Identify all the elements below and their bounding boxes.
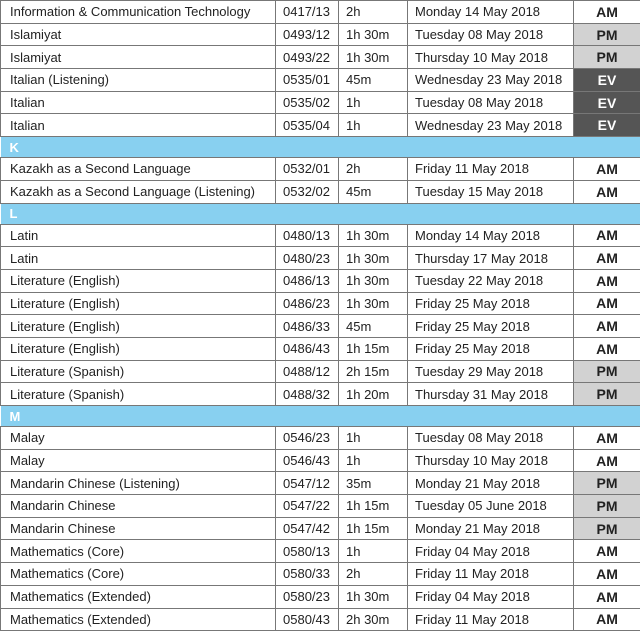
subject-cell: Information & Communication Technology (1, 1, 276, 24)
component-code-cell: 0532/02 (276, 180, 339, 203)
section-header-row (1, 137, 640, 158)
table-row (1, 563, 640, 586)
subject-cell: Italian (Listening) (1, 69, 276, 92)
table-row (1, 224, 640, 247)
section-letter: K (1, 137, 640, 158)
exam-date-cell: Monday 14 May 2018 (408, 1, 574, 24)
section-header-row (1, 406, 640, 427)
exam-date-cell: Friday 25 May 2018 (408, 315, 574, 338)
duration-cell: 2h (339, 158, 408, 181)
table-row (1, 269, 640, 292)
table-row (1, 46, 640, 69)
component-code-cell: 0532/01 (276, 158, 339, 181)
subject-cell: Islamiyat (1, 23, 276, 46)
subject-cell: Literature (English) (1, 315, 276, 338)
subject-cell: Literature (Spanish) (1, 360, 276, 383)
subject-cell: Islamiyat (1, 46, 276, 69)
table-row (1, 608, 640, 631)
table-row (1, 180, 640, 203)
subject-cell: Mathematics (Extended) (1, 608, 276, 631)
table-row (1, 449, 640, 472)
component-code-cell: 0493/12 (276, 23, 339, 46)
exam-date-cell: Tuesday 29 May 2018 (408, 360, 574, 383)
session-badge: AM (574, 269, 640, 292)
table-row (1, 427, 640, 450)
exam-date-cell: Monday 21 May 2018 (408, 472, 574, 495)
component-code-cell: 0546/43 (276, 449, 339, 472)
duration-cell: 1h 30m (339, 224, 408, 247)
exam-date-cell: Monday 14 May 2018 (408, 224, 574, 247)
exam-date-cell: Friday 25 May 2018 (408, 292, 574, 315)
exam-date-cell: Thursday 10 May 2018 (408, 449, 574, 472)
exam-date-cell: Thursday 17 May 2018 (408, 247, 574, 270)
exam-date-cell: Tuesday 05 June 2018 (408, 495, 574, 518)
component-code-cell: 0488/12 (276, 360, 339, 383)
table-row (1, 337, 640, 360)
exam-date-cell: Friday 04 May 2018 (408, 585, 574, 608)
session-badge: PM (574, 495, 640, 518)
subject-cell: Italian (1, 91, 276, 114)
table-row (1, 69, 640, 92)
duration-cell: 1h 15m (339, 337, 408, 360)
session-badge: AM (574, 540, 640, 563)
component-code-cell: 0535/01 (276, 69, 339, 92)
component-code-cell: 0535/04 (276, 114, 339, 137)
session-badge: AM (574, 427, 640, 450)
duration-cell: 2h (339, 1, 408, 24)
component-code-cell: 0417/13 (276, 1, 339, 24)
exam-date-cell: Wednesday 23 May 2018 (408, 69, 574, 92)
duration-cell: 2h 30m (339, 608, 408, 631)
session-badge: EV (574, 69, 640, 92)
table-row (1, 292, 640, 315)
session-badge: AM (574, 315, 640, 338)
component-code-cell: 0580/43 (276, 608, 339, 631)
exam-date-cell: Friday 11 May 2018 (408, 608, 574, 631)
duration-cell: 1h 30m (339, 585, 408, 608)
table-row (1, 23, 640, 46)
session-badge: PM (574, 517, 640, 540)
session-badge: AM (574, 180, 640, 203)
section-header-row (1, 203, 640, 224)
table-row (1, 495, 640, 518)
duration-cell: 1h 30m (339, 23, 408, 46)
component-code-cell: 0547/22 (276, 495, 339, 518)
session-badge: PM (574, 360, 640, 383)
subject-cell: Mathematics (Extended) (1, 585, 276, 608)
table-row (1, 91, 640, 114)
duration-cell: 1h 30m (339, 269, 408, 292)
exam-date-cell: Thursday 31 May 2018 (408, 383, 574, 406)
duration-cell: 1h (339, 540, 408, 563)
component-code-cell: 0580/13 (276, 540, 339, 563)
component-code-cell: 0480/13 (276, 224, 339, 247)
timetable-body (1, 1, 640, 631)
session-badge: AM (574, 247, 640, 270)
component-code-cell: 0486/13 (276, 269, 339, 292)
table-row (1, 1, 640, 24)
subject-cell: Kazakh as a Second Language (1, 158, 276, 181)
session-badge: PM (574, 46, 640, 69)
duration-cell: 1h 15m (339, 517, 408, 540)
component-code-cell: 0580/33 (276, 563, 339, 586)
session-badge: PM (574, 23, 640, 46)
exam-date-cell: Thursday 10 May 2018 (408, 46, 574, 69)
table-row (1, 158, 640, 181)
session-badge: AM (574, 585, 640, 608)
subject-cell: Mandarin Chinese (1, 495, 276, 518)
session-badge: AM (574, 563, 640, 586)
subject-cell: Italian (1, 114, 276, 137)
subject-cell: Mandarin Chinese (Listening) (1, 472, 276, 495)
session-badge: AM (574, 449, 640, 472)
duration-cell: 1h 30m (339, 46, 408, 69)
subject-cell: Latin (1, 224, 276, 247)
session-badge: AM (574, 1, 640, 24)
table-row (1, 315, 640, 338)
exam-date-cell: Wednesday 23 May 2018 (408, 114, 574, 137)
table-row (1, 114, 640, 137)
session-badge: AM (574, 292, 640, 315)
component-code-cell: 0580/23 (276, 585, 339, 608)
subject-cell: Latin (1, 247, 276, 270)
component-code-cell: 0486/43 (276, 337, 339, 360)
duration-cell: 1h 15m (339, 495, 408, 518)
subject-cell: Kazakh as a Second Language (Listening) (1, 180, 276, 203)
exam-date-cell: Friday 04 May 2018 (408, 540, 574, 563)
session-badge: AM (574, 608, 640, 631)
exam-date-cell: Tuesday 15 May 2018 (408, 180, 574, 203)
exam-date-cell: Tuesday 08 May 2018 (408, 91, 574, 114)
session-badge: AM (574, 337, 640, 360)
section-letter: M (1, 406, 640, 427)
exam-date-cell: Friday 25 May 2018 (408, 337, 574, 360)
duration-cell: 45m (339, 180, 408, 203)
duration-cell: 1h 30m (339, 292, 408, 315)
subject-cell: Malay (1, 449, 276, 472)
table-row (1, 585, 640, 608)
session-badge: EV (574, 114, 640, 137)
component-code-cell: 0547/12 (276, 472, 339, 495)
duration-cell: 45m (339, 69, 408, 92)
table-row (1, 540, 640, 563)
table-row (1, 472, 640, 495)
section-letter: L (1, 203, 640, 224)
session-badge: AM (574, 224, 640, 247)
duration-cell: 1h (339, 449, 408, 472)
subject-cell: Literature (English) (1, 269, 276, 292)
exam-date-cell: Tuesday 08 May 2018 (408, 427, 574, 450)
component-code-cell: 0546/23 (276, 427, 339, 450)
session-badge: PM (574, 472, 640, 495)
exam-date-cell: Friday 11 May 2018 (408, 158, 574, 181)
subject-cell: Literature (English) (1, 292, 276, 315)
table-row (1, 360, 640, 383)
subject-cell: Mathematics (Core) (1, 540, 276, 563)
session-badge: EV (574, 91, 640, 114)
component-code-cell: 0493/22 (276, 46, 339, 69)
subject-cell: Literature (English) (1, 337, 276, 360)
duration-cell: 2h 15m (339, 360, 408, 383)
duration-cell: 1h 30m (339, 247, 408, 270)
duration-cell: 2h (339, 563, 408, 586)
duration-cell: 1h 20m (339, 383, 408, 406)
duration-cell: 35m (339, 472, 408, 495)
exam-date-cell: Monday 21 May 2018 (408, 517, 574, 540)
table-row (1, 383, 640, 406)
session-badge: AM (574, 158, 640, 181)
duration-cell: 45m (339, 315, 408, 338)
duration-cell: 1h (339, 427, 408, 450)
table-row (1, 517, 640, 540)
duration-cell: 1h (339, 91, 408, 114)
subject-cell: Literature (Spanish) (1, 383, 276, 406)
component-code-cell: 0488/32 (276, 383, 339, 406)
subject-cell: Mandarin Chinese (1, 517, 276, 540)
subject-cell: Mathematics (Core) (1, 563, 276, 586)
component-code-cell: 0547/42 (276, 517, 339, 540)
exam-date-cell: Tuesday 08 May 2018 (408, 23, 574, 46)
exam-date-cell: Friday 11 May 2018 (408, 563, 574, 586)
table-row (1, 247, 640, 270)
component-code-cell: 0486/23 (276, 292, 339, 315)
duration-cell: 1h (339, 114, 408, 137)
component-code-cell: 0535/02 (276, 91, 339, 114)
subject-cell: Malay (1, 427, 276, 450)
component-code-cell: 0480/23 (276, 247, 339, 270)
session-badge: PM (574, 383, 640, 406)
component-code-cell: 0486/33 (276, 315, 339, 338)
exam-date-cell: Tuesday 22 May 2018 (408, 269, 574, 292)
